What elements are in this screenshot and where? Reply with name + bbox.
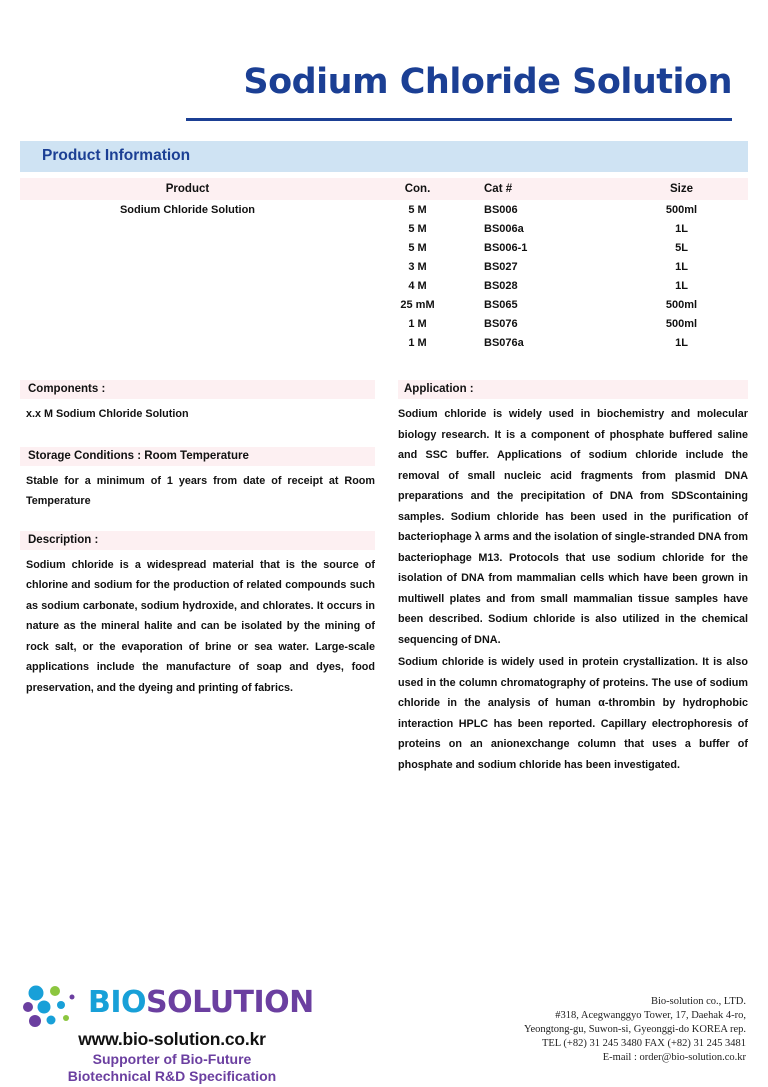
tagline-primary: Supporter of Bio-Future: [92, 1051, 252, 1067]
email-line[interactable]: E-mail : order@bio-solution.co.kr: [602, 1052, 746, 1063]
cell-cat: BS065: [484, 298, 518, 311]
spacer: [20, 514, 375, 531]
application-heading: Application :: [398, 380, 748, 399]
logo-row: [22, 983, 322, 1027]
application-paragraph-2: Sodium chloride is widely used in protein crystallization. It is also used in the column chromatography of proteins. The use of sodium chloride in the analysis of human α-thrombin by hydrophobic interaction HPLC has been reported. Capillary electrophoresis of proteins on an anionexchange column that uses a buffer of phosphate and sodium chloride has been investigated.: [398, 656, 748, 771]
table-row: [20, 314, 748, 333]
cell-size: 5L: [675, 241, 688, 254]
right-column: [398, 380, 748, 777]
logo-word-bio: BIO: [88, 985, 147, 1020]
table-row: [20, 200, 748, 219]
table-row: [20, 333, 748, 352]
components-text: x.x M Sodium Chloride Solution: [26, 408, 189, 420]
company-address-block: [346, 995, 746, 1065]
product-table: [20, 178, 748, 352]
cell-product: Sodium Chloride Solution: [119, 203, 256, 216]
table-row: [20, 257, 748, 276]
description-text: Sodium chloride is a widespread material that is the source of chlorine and sodium for the production of related compounds such as sodium carbonate, sodium hydroxide, and chlorates. It occurs in nature as the mineral halite and can be isolated by the mining of rock salt, or the evaporation of brine or sea water. Large-scale applications include the manufacture of soap and dyes, food preservation, and the dyeing and printing of fabrics.: [26, 558, 375, 694]
cell-size: 500ml: [665, 317, 698, 330]
left-column: [20, 380, 375, 700]
cell-cat: BS076: [484, 317, 518, 330]
cell-product: [20, 219, 355, 238]
column-header-size: Size: [615, 178, 748, 200]
phone-fax-line: TEL (+82) 31 245 3480 FAX (+82) 31 245 3481: [541, 1038, 746, 1049]
cell-size: 500ml: [665, 298, 698, 311]
logo-wordmark: [88, 985, 314, 1020]
cell-product: [20, 314, 355, 333]
column-header-cat: Cat #: [480, 178, 615, 200]
components-heading: Components :: [20, 380, 375, 399]
table-header-row: [20, 178, 748, 200]
company-name: Bio-solution co., LTD.: [651, 996, 746, 1007]
cell-size: 1L: [675, 279, 688, 292]
cell-cat: BS028: [484, 279, 518, 292]
product-information-label: Product Information: [42, 147, 191, 164]
page-title: Sodium Chloride Solution: [243, 62, 732, 102]
cell-con: 1 M: [408, 336, 427, 349]
cell-con: 5 M: [408, 241, 427, 254]
logo-word-solution: SOLUTION: [146, 985, 314, 1020]
cell-size: 1L: [675, 222, 688, 235]
cell-product: [20, 238, 355, 257]
table-row: [20, 238, 748, 257]
cell-con: 25 mM: [400, 298, 435, 311]
website-url[interactable]: www.bio-solution.co.kr: [78, 1029, 266, 1049]
cell-con: 5 M: [408, 203, 427, 216]
cell-con: 5 M: [408, 222, 427, 235]
cell-size: 500ml: [665, 203, 698, 216]
cell-product: [20, 276, 355, 295]
cell-size: 1L: [675, 260, 688, 273]
biosolution-logo-icon: [22, 985, 84, 1027]
description-heading: Description :: [20, 531, 375, 550]
cell-cat: BS027: [484, 260, 518, 273]
cell-product: [20, 257, 355, 276]
table-row: [20, 276, 748, 295]
address-line-2: Yeongtong-gu, Suwon-si, Gyeonggi-do KOREA rep.: [523, 1024, 746, 1035]
cell-con: 3 M: [408, 260, 427, 273]
product-information-band: [20, 141, 748, 172]
cell-cat: BS006: [484, 203, 518, 216]
cell-con: 1 M: [408, 317, 427, 330]
title-underline: [186, 118, 732, 121]
storage-conditions-text: Stable for a minimum of 1 years from date of receipt at Room Temperature: [26, 474, 375, 507]
storage-conditions-heading: Storage Conditions : Room Temperature: [20, 447, 375, 466]
address-line-1: #318, Acegwanggyo Tower, 17, Daehak 4-ro,: [555, 1010, 746, 1021]
company-logo-block: [22, 983, 322, 1084]
application-paragraph-1: Sodium chloride is widely used in biochemistry and molecular biology research. It is a component of phosphate buffered saline and SSC buffer. Applications of sodium chloride include the removal of small nucleic acid fragments from plasmid DNA preparations and the precipitation of DNA from SDScontaining samples. Sodium chloride has been used in the purification of bacteriophage λ arms and the isolation of single-stranded DNA from bacteriophage M13. Protocols that use sodium chloride for the isolation of DNA from mammalian cells which have been grown in multiwell plates and from small mammalian tissue samples have been described. Sodium chloride is also utilized in the chemical sequencing of DNA.: [398, 408, 748, 646]
tagline-secondary: Biotechnical R&D Specification: [67, 1068, 277, 1084]
cell-cat: BS076a: [484, 336, 524, 349]
page-footer: [0, 977, 768, 1087]
column-header-product: Product: [20, 178, 355, 200]
document-header: [0, 62, 768, 124]
cell-size: 1L: [675, 336, 688, 349]
cell-con: 4 M: [408, 279, 427, 292]
cell-cat: BS006a: [484, 222, 524, 235]
cell-cat: BS006-1: [484, 241, 528, 254]
table-row: [20, 219, 748, 238]
cell-product: [20, 333, 355, 352]
cell-product: [20, 295, 355, 314]
column-header-con: Con.: [355, 178, 480, 200]
spacer: [20, 427, 375, 447]
table-row: [20, 295, 748, 314]
